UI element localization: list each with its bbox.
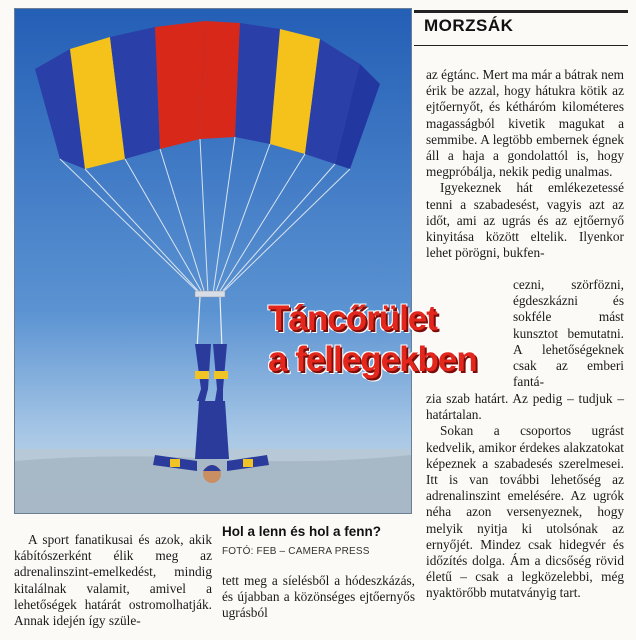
- photo-caption-heading: Hol a lenn és hol a fenn?: [222, 524, 382, 539]
- middle-paragraph: tett meg a síelésből a hódeszkázás, és újabban a közönséges ejtőernyős ugrásból: [222, 573, 415, 621]
- photo-credit: FOTÓ: FEB – CAMERA PRESS: [222, 546, 370, 557]
- skydiver-photo: [14, 8, 412, 514]
- paragraph-2a: Igyekeznek hát emlékezetessé tenni a szabadesést, vagyis azt az időt, ami az ugrás és az ejtőernyő kinyitása között eltelik. Ilyenkor lehet pörögni, bukfen-: [426, 180, 624, 261]
- article-column-right-top: [426, 67, 624, 261]
- article-column-middle: [222, 573, 415, 622]
- section-title: MORZSÁK: [424, 16, 514, 35]
- article-column-right-bottom: [426, 391, 624, 602]
- paragraph-3: Sokan a csoportos ugrást kedvelik, amikor érdekes alakzatokat képeznek a szabadesés szerelmesei. Itt is van további lehetőség az adrenalinszint emelésére. Az ugrók néha azon versenyeznek, hogy melyik nyitja ki utolsónak az ernyőjét. Mindez csak hidegvér és időzítés dolga. Ám a dicsőség rövid életű – csak a legközelebbi, még nyaktörőbb mutatványig tart.: [426, 423, 624, 601]
- intro-paragraph: A sport fanatikusai és azok, akik kábítószerként élik meg az adrenalinszint-emelkedést, mindig kitalálnak valamit, amivel a lehetőségek határát ostromolhatják. Annak idején így szüle-: [14, 532, 212, 629]
- parachute-illustration: [15, 9, 411, 513]
- headline-line-2: a fellegekben: [268, 340, 477, 379]
- paragraph-2b: cezni, szörfözni, égdeszkázni és sokféle mást kunsztot bemutatni. A lehetőségeknek csak az emberi fantá-: [513, 277, 624, 390]
- headline-line-1: Táncőrület: [268, 299, 437, 338]
- paragraph-2c: zia szab határt. Az pedig – tudjuk – határtalan.: [426, 391, 624, 423]
- article-column-right-narrow: [513, 277, 624, 390]
- paragraph-1: az égtánc. Mert ma már a bátrak nem érik be azzal, hogy hátukra kötik az ejtőernyőt, és kétháróm kilométeres magasságból kivetik magukat a semmibe. A legtöbb embernek égnek áll a haja a gondolattól is, hogy megpróbálja, nekik pedig unalmas.: [426, 67, 624, 180]
- article-column-left: [14, 532, 212, 629]
- article-headline: [268, 298, 528, 380]
